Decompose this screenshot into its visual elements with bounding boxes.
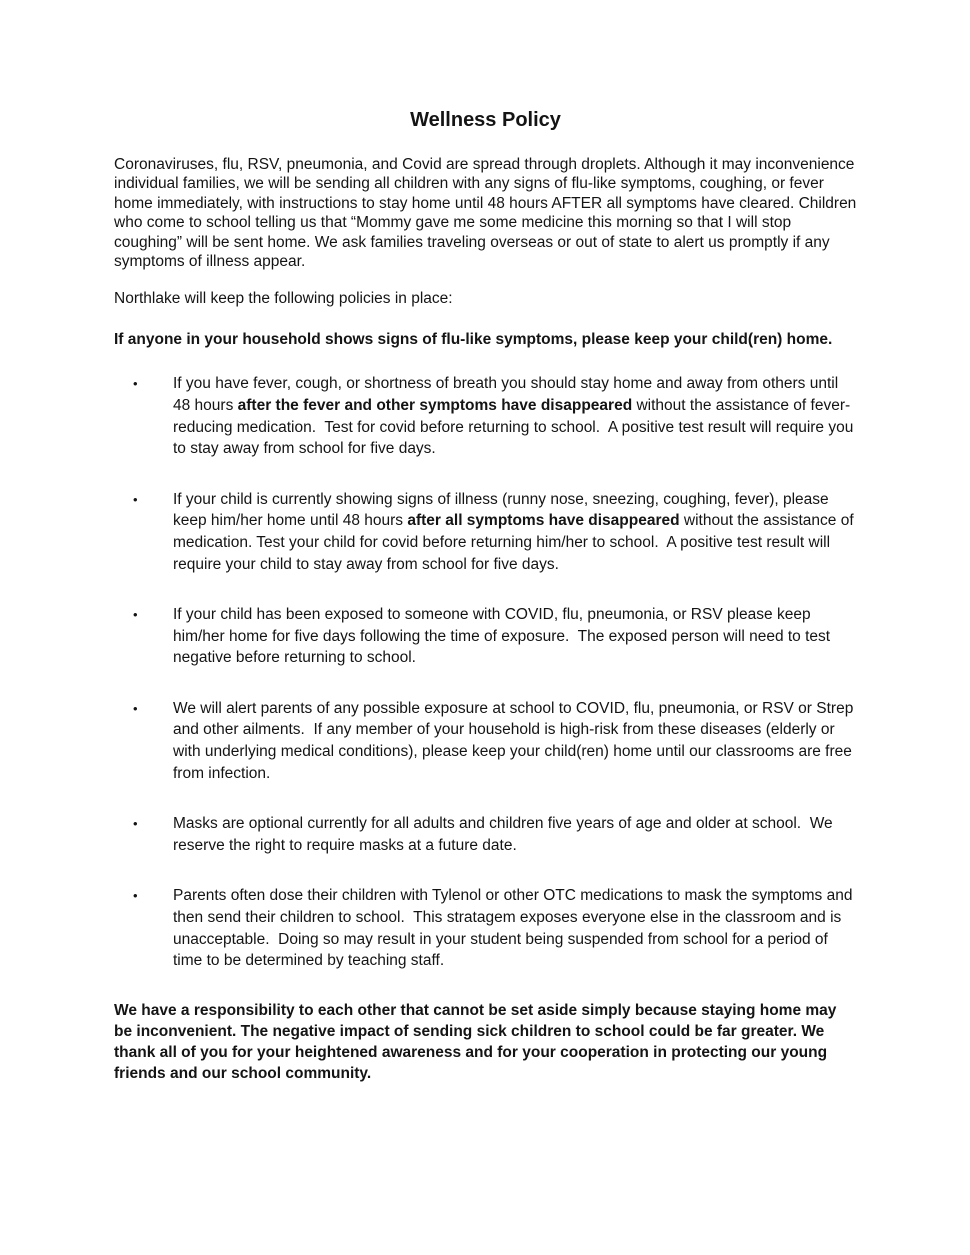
- bullet-icon: •: [133, 376, 138, 392]
- list-item: [114, 489, 857, 575]
- list-item-text: Masks are optional currently for all adults and children five years of age and older at school. We reserve the right to require masks at a future date.: [173, 815, 837, 854]
- bullet-icon: •: [133, 491, 138, 507]
- page-title: Wellness Policy: [410, 109, 561, 131]
- list-item: [114, 885, 857, 971]
- list-item-text: If you have fever, cough, or shortness of breath you should stay home and away from others until 48 hours after the fever and other symptoms have disappeared without the assistance of fever-reducing medication. Test for covid before returning to school. A positive test result will require you to stay away from school for five days.: [173, 375, 858, 458]
- closing-paragraph: We have a responsibility to each other that cannot be set aside simply because staying home may be inconvenient. The negative impact of sending sick children to school could be far greater. We thank all of you for your heightened awareness and for your cooperation in protecting our young friends and our school community.: [114, 1001, 841, 1082]
- list-item: [114, 698, 857, 784]
- intro-paragraph: Coronaviruses, flu, RSV, pneumonia, and Covid are spread through droplets. Although it may inconvenience individual families, we will be sending all children with any signs of flu-like symptoms, coughing, or fever home immediately, with instructions to stay home until 48 hours AFTER all symptoms have cleared. Children who come to school telling us that “Mommy gave me some medicine this morning so that I will stop coughing” will be sent home. We ask families traveling overseas or out of state to alert us promptly if any symptoms of illness appear.: [114, 156, 861, 271]
- policies-lead-paragraph: Northlake will keep the following policies in place:: [114, 290, 453, 308]
- bullet-icon: •: [133, 816, 138, 832]
- list-item-text: Parents often dose their children with Tylenol or other OTC medications to mask the symptoms and then send their children to school. This stratagem exposes everyone else in the classroom and is unacceptable. Doing so may result in your student being suspended from school for a period of time to be determined by teaching staff.: [173, 887, 857, 970]
- list-item-text: If your child has been exposed to someone with COVID, flu, pneumonia, or RSV please keep him/her home for five days following the time of exposure. The exposed person will need to test negative before returning to school.: [173, 606, 835, 667]
- bullet-icon: •: [133, 700, 138, 716]
- list-item: [114, 813, 857, 856]
- list-item-text: If your child is currently showing signs of illness (runny nose, sneezing, coughing, fever), please keep him/her home until 48 hours after all symptoms have disappeared without the assistance of medication. Test your child for covid before returning him/her to school. A positive test result will require your child to stay away from school for five days.: [173, 490, 858, 573]
- bullet-icon: •: [133, 607, 138, 623]
- household-symptoms-heading: If anyone in your household shows signs of flu-like symptoms, please keep your child(ren) home.: [114, 330, 833, 348]
- list-item-text: We will alert parents of any possible exposure at school to COVID, flu, pneumonia, or RSV or Strep and other ailments. If any member of your household is high-risk from these diseases (elderly or with underlying medical conditions), please keep your child(ren) home until our classrooms are free from infection.: [173, 699, 858, 782]
- bullet-icon: •: [133, 888, 138, 904]
- list-item: [114, 373, 857, 459]
- list-item: [114, 604, 857, 669]
- policy-bullet-list: [114, 373, 857, 971]
